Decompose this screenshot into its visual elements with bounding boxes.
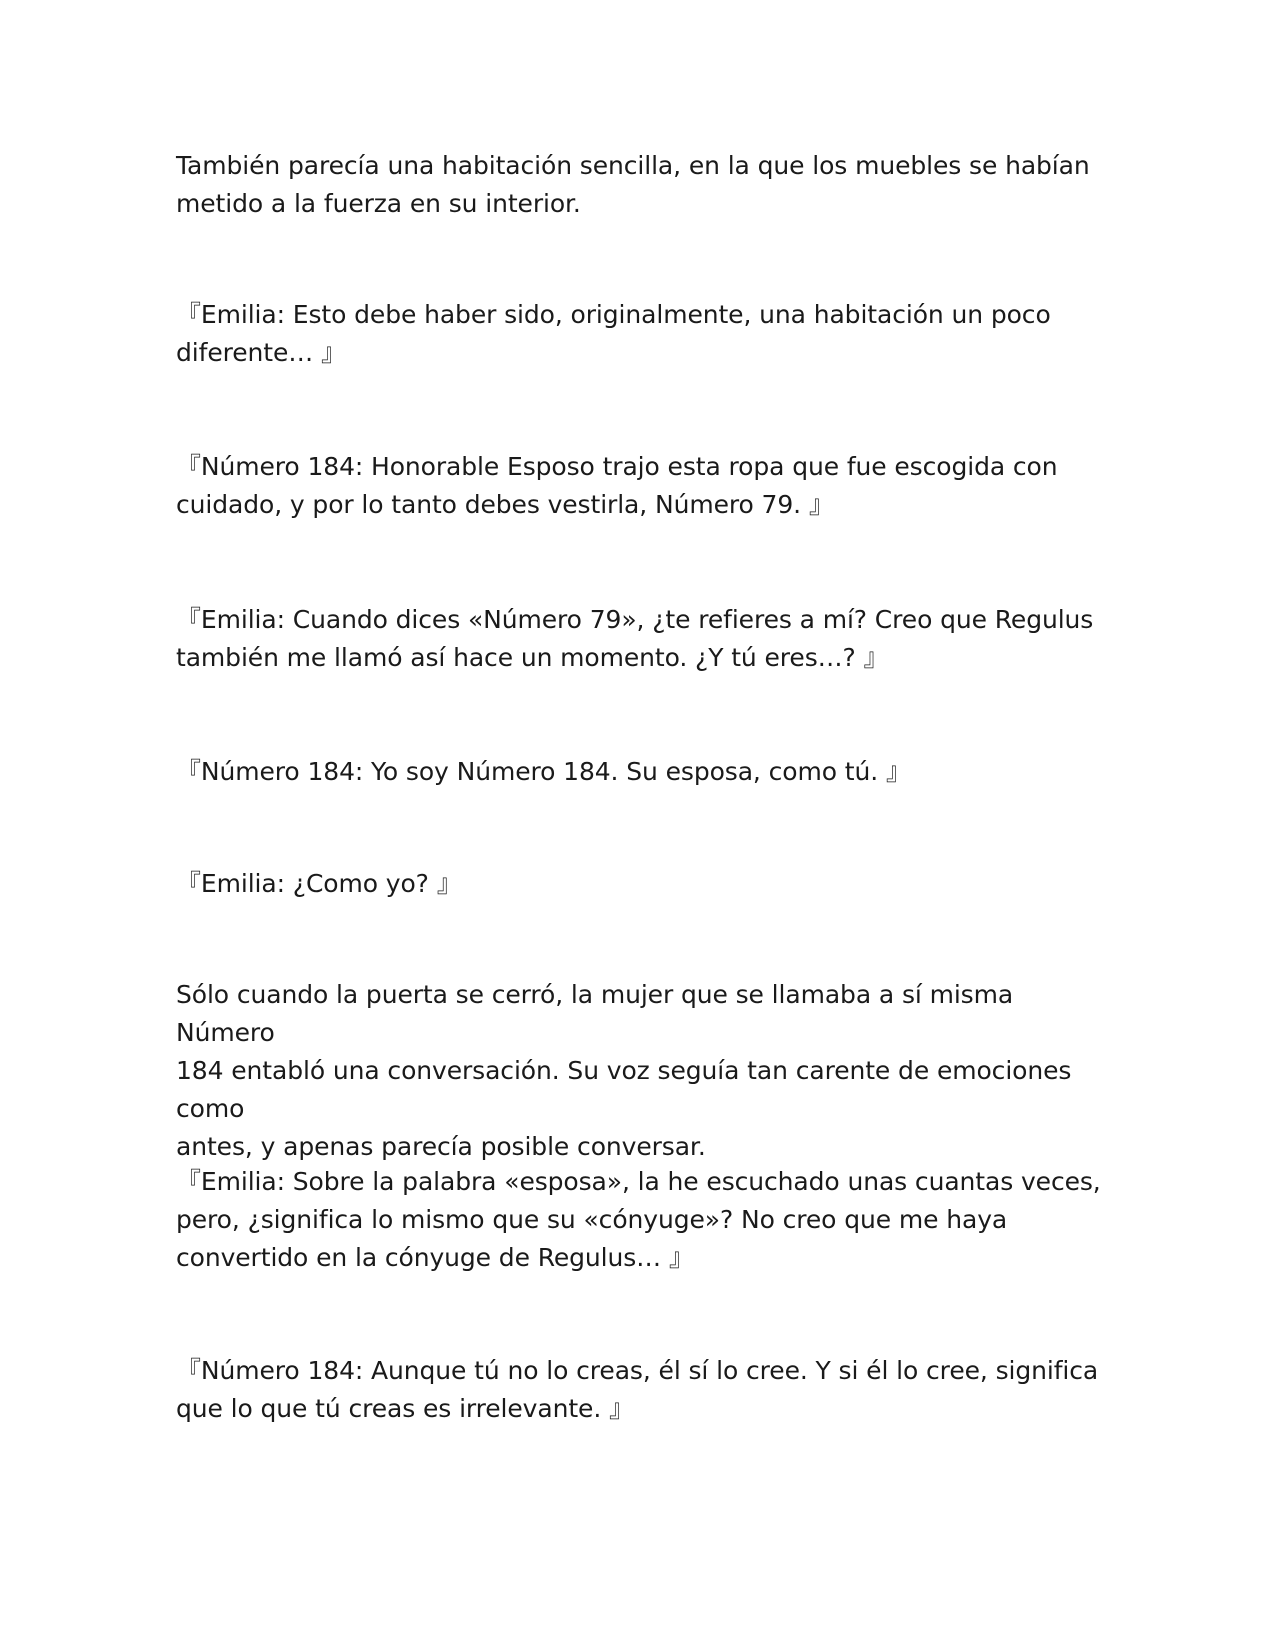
dialogue-line-emilia: 『Emilia: ¿Como yo? 』 [176,869,462,898]
dialogue-line-numero-184: 『Número 184: Aunque tú no lo creas, él sí lo cree. Y si él lo cree, significa que lo que tú creas es irrelevante. 』 [176,1356,1099,1423]
dialogue-line-numero-184: 『Número 184: Yo soy Número 184. Su esposa, como tú. 』 [176,757,911,786]
narration-paragraph: También parecía una habitación sencilla, en la que los muebles se habían metido a la fuerza en su interior. [176,151,1090,218]
dialogue-line-emilia: 『Emilia: Cuando dices «Número 79», ¿te refieres a mí? Creo que Regulus también me llamó así hace un momento. ¿Y tú eres…? 』 [176,605,1094,672]
dialogue-line-numero-184: 『Número 184: Honorable Esposo trajo esta ropa que fue escogida con cuidado, y por lo tanto debes vestirla, Número 79. 』 [176,452,1058,519]
dialogue-line-emilia: 『Emilia: Esto debe haber sido, originalmente, una habitación un poco diferente… 』 [176,300,1051,367]
narration-paragraph: Sólo cuando la puerta se cerró, la mujer que se llamaba a sí misma Número 184 entabló una conversación. Su voz seguía tan carente de emociones como antes, y apenas parecía posible conversar. [176,980,1072,1161]
dialogue-line-emilia: 『Emilia: Sobre la palabra «esposa», la he escuchado unas cuantas veces, pero, ¿significa lo mismo que su «cónyuge»? No creo que me haya convertido en la cónyuge de Regulus… 』 [176,1167,1101,1272]
